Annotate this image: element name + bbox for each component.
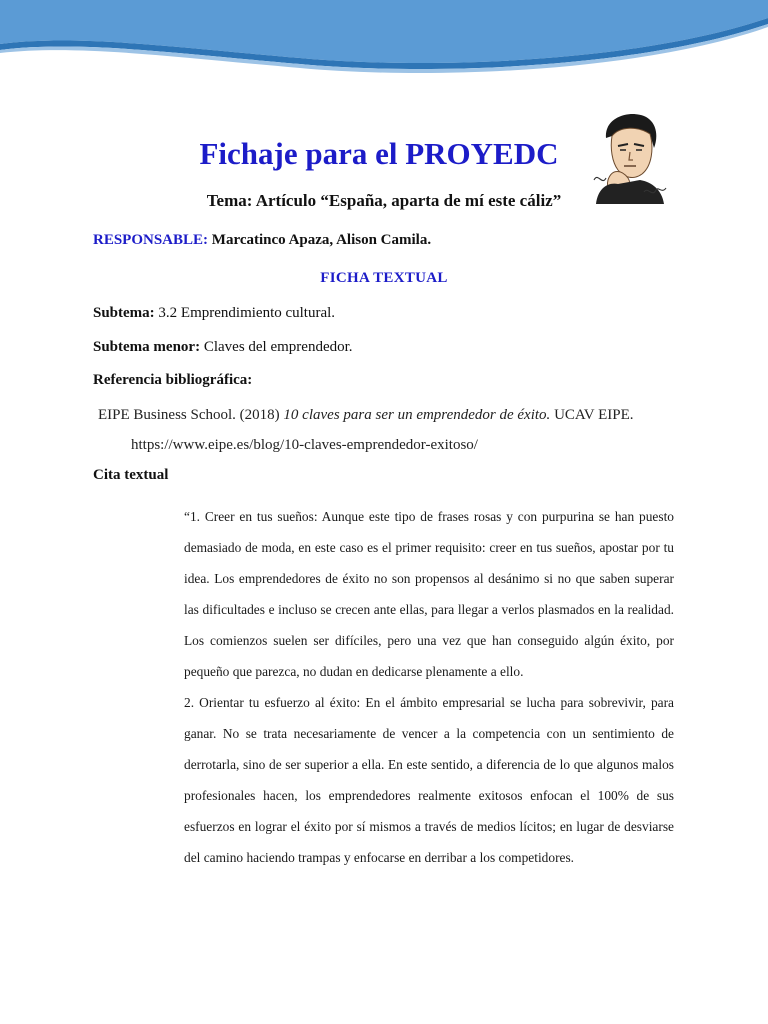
vallejo-portrait-logo [588,108,670,204]
bibliographic-reference [98,400,674,460]
quote-paragraph-1: “1. Creer en tus sueños: Aunque este tipo de frases rosas y con purpurina se han puesto demasiado de moda, en este caso es el primer requisito: creer en tus sueños, apostar por tu idea. Los emprendedores de éxito no son propensos al desánimo si no que saben superar las dificultades e incluso se crecen ante ellas, para llegar a verlos plasmados en la realidad. Los comienzos suelen ser difíciles, pero una vez que han conseguido algún éxito, por pequeño que parezca, no dudan en dedicarse plenamente a ello. [184,509,674,679]
subtema-value: 3.2 Emprendimiento cultural. [158,305,336,321]
reference-url[interactable]: https://www.eipe.es/blog/10-claves-emprendedor-exitoso/ [131,437,478,453]
subtema-menor-label: Subtema menor: [93,339,201,355]
quote-paragraph-2: 2. Orientar tu esfuerzo al éxito: En el ámbito empresarial se lucha para sobrevivir, para ganar. No se trata necesariamente de vencer a la competencia con un sentimiento de derrotarla, sino de ser superior a ella. En este sentido, a diferencia de lo que algunos malos profesionales hacen, los emprendedores realmente exitosos enfocan el 100% de sus esfuerzos en lograr el éxito por sí mismos a través de medios lícitos; en lugar de desviarse del camino haciendo trampas y enfocarse en derribar a los competidores. [184,695,674,865]
reference-author-year: EIPE Business School. (2018) [98,407,280,423]
responsable-label: RESPONSABLE: [93,232,209,248]
responsable-line [93,232,431,249]
section-heading: FICHA TEXTUAL [320,270,448,286]
subtema-label: Subtema: [93,305,155,321]
theme-line: Tema: Artículo “España, aparta de mí este cáliz” [206,191,562,210]
cita-heading: Cita textual [93,467,169,483]
reference-publisher: UCAV EIPE. [554,407,634,423]
reference-work-title: 10 claves para ser un emprendedor de éxito. [283,407,551,423]
page-header-decoration [0,0,768,80]
page-title: Fichaje para el PROYEDC [199,136,559,171]
subtema-menor-value: Claves del emprendedor. [203,339,353,355]
referencia-heading: Referencia bibliográfica: [93,372,253,388]
subtema-line [93,305,335,322]
quote-block [184,501,674,873]
responsable-value: Marcatinco Apaza, Alison Camila. [211,232,432,248]
subtema-menor-line [93,339,353,356]
